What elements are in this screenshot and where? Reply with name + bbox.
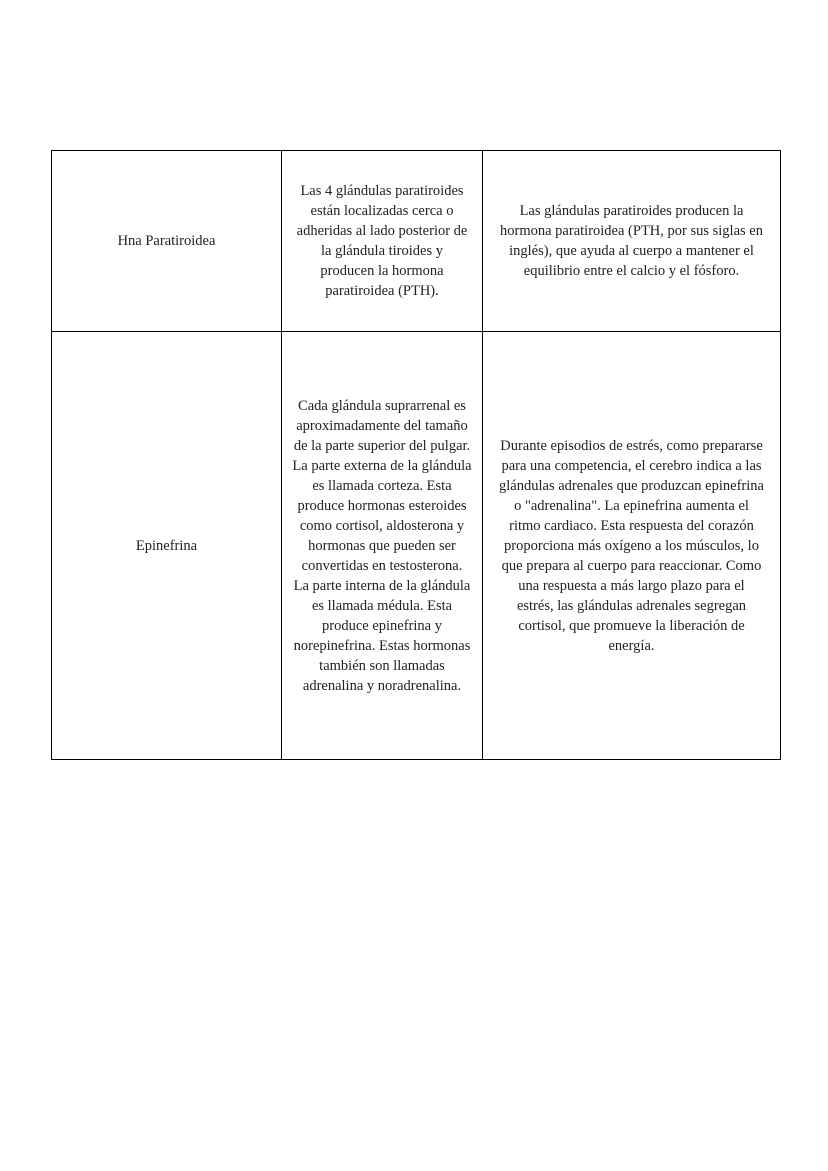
gland-location-cell — [282, 151, 483, 332]
gland-location-text: Las 4 glándulas paratiroides están localizadas cerca o adheridas al lado posterior de la glándula tiroides y producen la hormona paratiroidea (PTH). — [296, 183, 468, 299]
hormone-table — [51, 150, 781, 760]
hormone-name-cell — [52, 332, 282, 760]
hormone-function-text: Las glándulas paratiroides producen la hormona paratiroidea (PTH, por sus siglas en inglés), que ayuda al cuerpo a mantener el equilibrio entre el calcio y el fósforo. — [500, 203, 763, 279]
hormone-name: Epinefrina — [135, 537, 198, 554]
hormone-name-cell — [52, 151, 282, 332]
table-row — [52, 332, 781, 760]
gland-location-text: Cada glándula suprarrenal es aproximadamente del tamaño de la parte superior del pulgar. La parte externa de la glándula es llamada corteza. Esta produce hormonas esteroides como cortisol, aldosterona y hormonas que pueden ser convertidas en testosterona. La parte interna de la glándula es llamada médula. Esta produce epinefrina y norepinefrina. Estas hormonas también son llamadas adrenalina y noradrenalina. — [292, 397, 472, 694]
hormone-function-cell — [483, 151, 781, 332]
hormone-name: Hna Paratiroidea — [117, 233, 216, 249]
gland-location-cell — [282, 332, 483, 760]
hormone-function-cell — [483, 332, 781, 760]
table-row — [52, 151, 781, 332]
hormone-function-text: Durante episodios de estrés, como prepararse para una competencia, el cerebro indica a las glándulas adrenales que produzcan epinefrina o "adrenalina". La epinefrina aumenta el ritmo cardiaco. Esta respuesta del corazón proporciona más oxígeno a los músculos, lo que prepara al cuerpo para reaccionar. Como una respuesta a más largo plazo para el estrés, las glándulas adrenales segregan cortisol, que promueve la liberación de energía. — [499, 437, 764, 654]
